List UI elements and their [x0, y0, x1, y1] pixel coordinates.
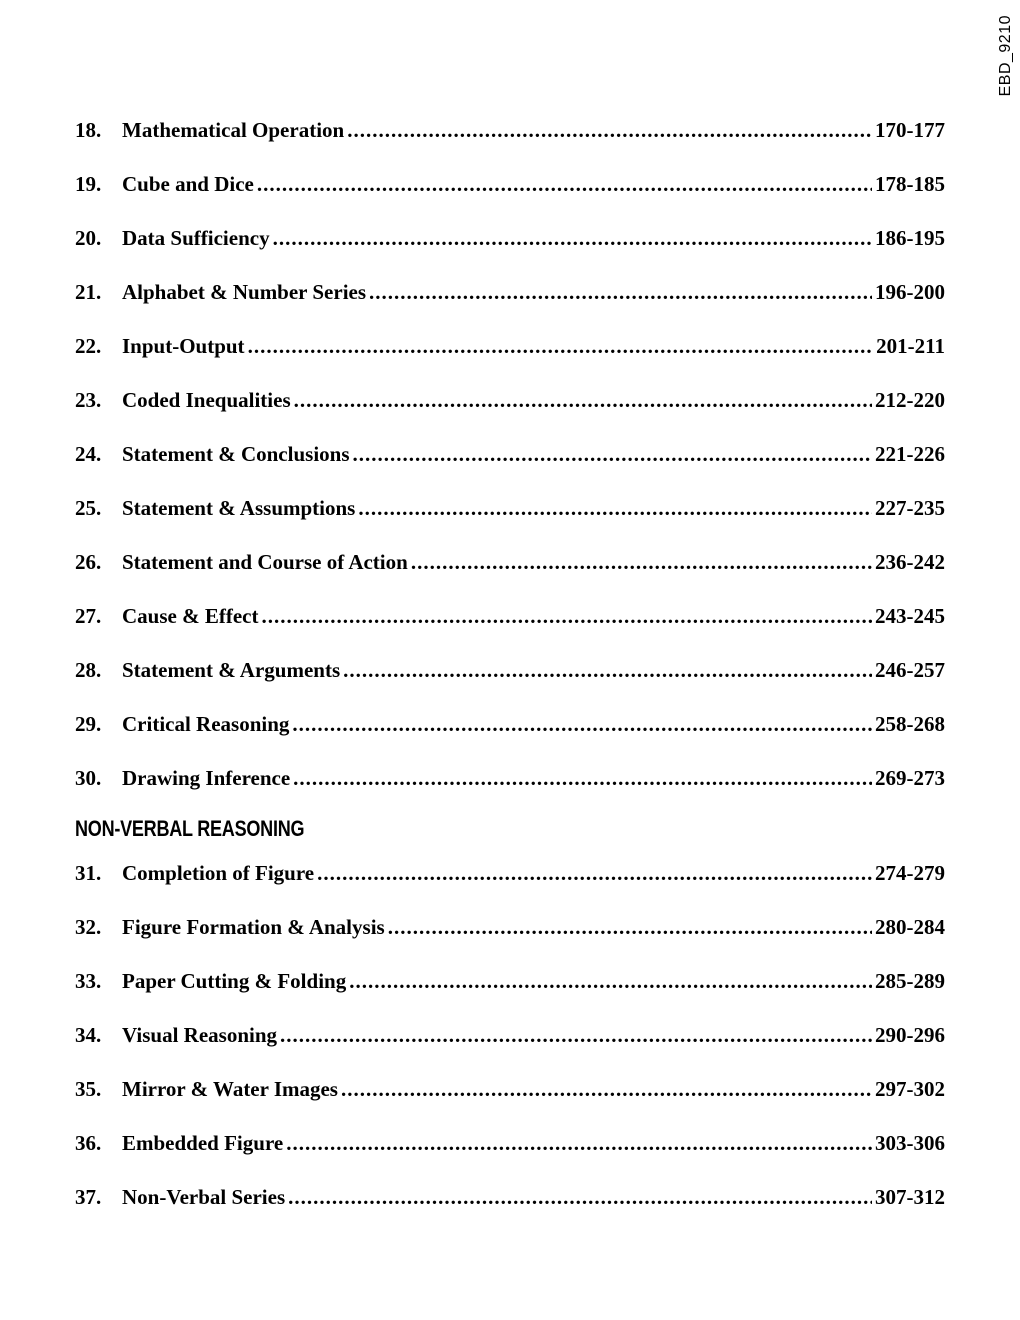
- entry-title: Statement and Course of Action: [122, 550, 408, 574]
- entry-title: Statement & Assumptions: [122, 496, 356, 520]
- entry-pages: 243-245: [875, 604, 945, 628]
- toc-entry-34[interactable]: [75, 1021, 945, 1049]
- entry-pages: 196-200: [875, 280, 945, 304]
- entry-title: Mathematical Operation: [122, 118, 345, 142]
- entry-pages: 246-257: [875, 658, 945, 682]
- dot-leader: [369, 278, 872, 306]
- entry-pages: 258-268: [875, 712, 945, 736]
- toc-entry-31[interactable]: [75, 859, 945, 887]
- toc-entry-21[interactable]: [75, 278, 945, 306]
- entry-number: 22.: [75, 334, 102, 358]
- toc-entry-36[interactable]: [75, 1129, 945, 1157]
- toc-entry-27[interactable]: [75, 602, 945, 630]
- entry-number: 19.: [75, 172, 102, 196]
- toc-entry-18[interactable]: [75, 116, 945, 144]
- entry-title: Cause & Effect: [122, 604, 259, 628]
- toc-entry-37[interactable]: [75, 1183, 945, 1211]
- entry-title: Statement & Conclusions: [122, 442, 350, 466]
- toc-entry-35[interactable]: [75, 1075, 945, 1103]
- dot-leader: [349, 967, 872, 995]
- entry-title: Cube and Dice: [122, 172, 254, 196]
- entry-pages: 307-312: [875, 1185, 945, 1209]
- entry-number: 30.: [75, 766, 102, 790]
- entry-pages: 221-226: [875, 442, 945, 466]
- entry-number: 24.: [75, 442, 102, 466]
- entry-pages: 201-211: [876, 334, 945, 358]
- entry-title: Alphabet & Number Series: [122, 280, 367, 304]
- entry-title: Paper Cutting & Folding: [122, 969, 347, 993]
- dot-leader: [280, 1021, 872, 1049]
- entry-number: 28.: [75, 658, 102, 682]
- entry-title: Non-Verbal Series: [122, 1185, 286, 1209]
- dot-leader: [353, 440, 872, 468]
- page-code-label: [996, 0, 1016, 96]
- dot-leader: [294, 386, 872, 414]
- entry-title: Coded Inequalities: [122, 388, 291, 412]
- entry-number: 31.: [75, 861, 102, 885]
- dot-leader: [343, 656, 872, 684]
- dot-leader: [388, 913, 872, 941]
- dot-leader: [261, 602, 872, 630]
- entry-number: 35.: [75, 1077, 102, 1101]
- entry-number: 26.: [75, 550, 102, 574]
- toc-entry-28[interactable]: [75, 656, 945, 684]
- toc-entry-20[interactable]: [75, 224, 945, 252]
- page-code-text: EBD_9210: [997, 14, 1014, 96]
- entry-number: 34.: [75, 1023, 102, 1047]
- dot-leader: [347, 116, 872, 144]
- toc-entry-33[interactable]: [75, 967, 945, 995]
- entry-number: 32.: [75, 915, 102, 939]
- toc-entry-30[interactable]: [75, 764, 945, 792]
- dot-leader: [411, 548, 872, 576]
- entry-pages: 170-177: [875, 118, 945, 142]
- entry-title: Figure Formation & Analysis: [122, 915, 385, 939]
- toc-entry-19[interactable]: [75, 170, 945, 198]
- entry-title: Embedded Figure: [122, 1131, 284, 1155]
- dot-leader: [248, 332, 874, 360]
- entry-pages: 303-306: [875, 1131, 945, 1155]
- entry-pages: 186-195: [875, 226, 945, 250]
- dot-leader: [273, 224, 872, 252]
- entry-title: Data Sufficiency: [122, 226, 270, 250]
- entry-title: Critical Reasoning: [122, 712, 290, 736]
- toc-entry-32[interactable]: [75, 913, 945, 941]
- toc-entry-23[interactable]: [75, 386, 945, 414]
- entry-pages: 227-235: [875, 496, 945, 520]
- dot-leader: [257, 170, 872, 198]
- toc-entry-24[interactable]: [75, 440, 945, 468]
- dot-leader: [292, 710, 872, 738]
- entry-number: 23.: [75, 388, 102, 412]
- toc-entry-26[interactable]: [75, 548, 945, 576]
- entry-pages: 269-273: [875, 766, 945, 790]
- dot-leader: [317, 859, 872, 887]
- dot-leader: [358, 494, 872, 522]
- entry-pages: 178-185: [875, 172, 945, 196]
- entry-number: 21.: [75, 280, 102, 304]
- dot-leader: [286, 1129, 872, 1157]
- entry-pages: 274-279: [875, 861, 945, 885]
- toc-entry-25[interactable]: [75, 494, 945, 522]
- entry-title: Drawing Inference: [122, 766, 291, 790]
- entry-pages: 285-289: [875, 969, 945, 993]
- dot-leader: [341, 1075, 872, 1103]
- entry-title: Input-Output: [122, 334, 245, 358]
- entry-title: Completion of Figure: [122, 861, 315, 885]
- entry-number: 18.: [75, 118, 102, 142]
- entry-number: 20.: [75, 226, 102, 250]
- entry-pages: 236-242: [875, 550, 945, 574]
- entry-pages: 290-296: [875, 1023, 945, 1047]
- entry-pages: 280-284: [875, 915, 945, 939]
- entry-number: 33.: [75, 969, 102, 993]
- toc-entry-29[interactable]: [75, 710, 945, 738]
- dot-leader: [288, 1183, 872, 1211]
- entry-number: 37.: [75, 1185, 102, 1209]
- entry-number: 27.: [75, 604, 102, 628]
- entry-pages: 297-302: [875, 1077, 945, 1101]
- dot-leader: [293, 764, 872, 792]
- section-heading-non-verbal: NON-VERBAL REASONING: [75, 816, 305, 841]
- entry-number: 29.: [75, 712, 102, 736]
- entry-number: 36.: [75, 1131, 102, 1155]
- entry-title: Mirror & Water Images: [122, 1077, 338, 1101]
- entry-number: 25.: [75, 496, 102, 520]
- entry-title: Statement & Arguments: [122, 658, 341, 682]
- entry-pages: 212-220: [875, 388, 945, 412]
- entry-title: Visual Reasoning: [122, 1023, 278, 1047]
- toc-entry-22[interactable]: [75, 332, 945, 360]
